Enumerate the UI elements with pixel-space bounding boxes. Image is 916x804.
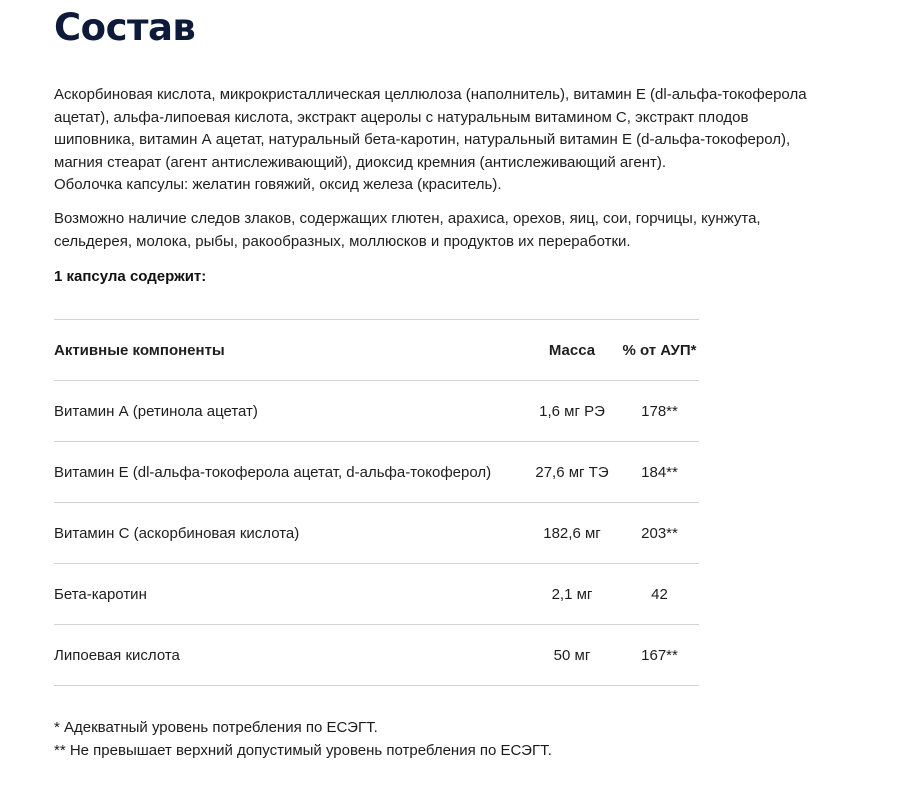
- component-percent: 42: [651, 585, 668, 603]
- composition-text: [54, 84, 864, 197]
- table-row: [54, 381, 699, 442]
- component-mass: 182,6 мг: [543, 524, 601, 542]
- component-name: Витамин С (аскорбиновая кислота): [54, 524, 300, 542]
- component-mass: 27,6 мг ТЭ: [535, 463, 609, 481]
- component-name: Витамин Е (dl-альфа-токоферола ацетат, d-альфа-токоферол): [54, 463, 492, 481]
- component-mass: 50 мг: [553, 646, 591, 664]
- capsule-shell-line: Оболочка капсулы: желатин говяжий, оксид железа (краситель).: [54, 176, 502, 193]
- table-row: [54, 564, 699, 625]
- component-percent: 178**: [641, 402, 678, 420]
- component-name: Бета-каротин: [54, 585, 147, 603]
- composition-line: ацетат), альфа-липоевая кислота, экстракт ацеролы с натуральным витамином С, экстракт плодов: [54, 108, 749, 126]
- allergens-line: сельдерея, молока, рыбы, ракообразных, моллюсков и продуктов их переработки.: [54, 232, 631, 250]
- table-row: [54, 625, 699, 686]
- footnote-aup: * Адекватный уровень потребления по ЕСЭГТ.: [54, 719, 378, 736]
- allergens-line: Возможно наличие следов злаков, содержащих глютен, арахиса, орехов, яиц, сои, горчицы, кунжута,: [54, 210, 761, 227]
- footnotes: [54, 716, 552, 762]
- composition-line: шиповника, витамин А ацетат, натуральный бета-каротин, натуральный витамин Е (d-альфа-токоферол),: [54, 131, 791, 148]
- composition-line: магния стеарат (агент антислеживающий), диоксид кремния (антислеживающий агент).: [54, 153, 667, 171]
- composition-line: Аскорбиновая кислота, микрокристаллическая целлюлоза (наполнитель), витамин Е (dl-альфа-токоферола: [54, 86, 807, 103]
- allergens-text: [54, 208, 864, 253]
- component-mass: 2,1 мг: [551, 585, 593, 603]
- column-header-mass: Масса: [548, 341, 596, 359]
- table-row: [54, 503, 699, 564]
- page-title: Состав: [54, 6, 196, 49]
- component-percent: 167**: [641, 646, 678, 664]
- footnote-upper-limit: ** Не превышает верхний допустимый уровень потребления по ЕСЭГТ.: [54, 742, 552, 759]
- component-name: Липоевая кислота: [54, 646, 180, 664]
- active-components-table: [54, 319, 699, 686]
- table-row: [54, 442, 699, 503]
- capsule-contains-heading: 1 капсула содержит:: [54, 268, 207, 285]
- component-name: Витамин А (ретинола ацетат): [54, 402, 258, 420]
- table-header-row: [54, 320, 699, 381]
- column-header-components: Активные компоненты: [54, 341, 225, 359]
- component-percent: 203**: [641, 524, 678, 542]
- component-percent: 184**: [641, 463, 678, 481]
- component-mass: 1,6 мг РЭ: [539, 402, 605, 420]
- column-header-percent: % от АУП*: [622, 341, 697, 359]
